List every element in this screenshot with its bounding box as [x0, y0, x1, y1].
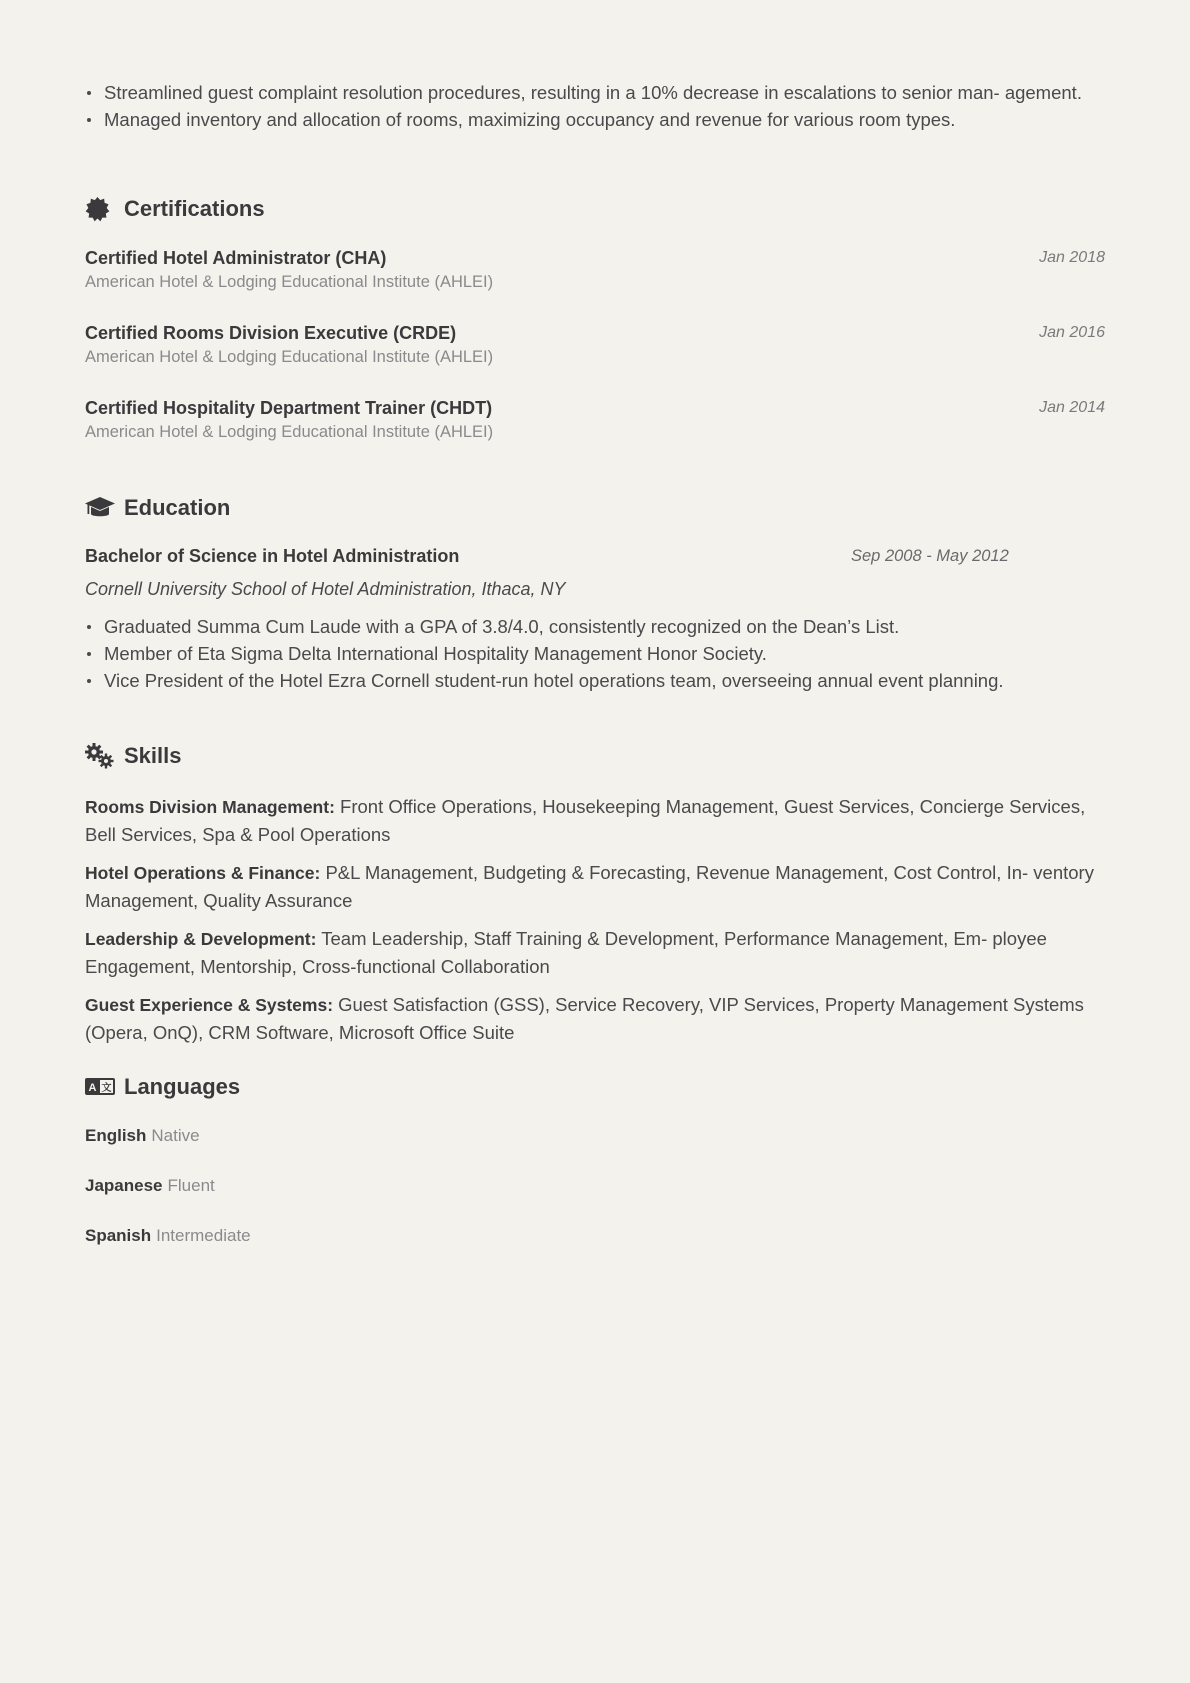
education-bullets — [85, 613, 1105, 694]
language-name: Spanish — [85, 1226, 152, 1245]
education-dates: Sep 2008 - May 2012 — [851, 547, 1009, 565]
list-item: Member of Eta Sigma Delta International Hospitality Management Honor Society. — [85, 640, 1105, 667]
skill-category: Hotel Operations & Finance: — [85, 863, 321, 883]
education-heading — [85, 493, 230, 523]
certification-item — [85, 248, 1105, 292]
certification-issuer: American Hotel & Lodging Educational Institute (AHLEI) — [85, 348, 494, 366]
languages-heading — [85, 1072, 240, 1102]
section-title: Skills — [124, 743, 182, 768]
certification-date: Jan 2018 — [1039, 249, 1105, 266]
certification-item — [85, 398, 1105, 442]
language-item — [85, 1226, 251, 1246]
skill-row — [85, 925, 1105, 980]
education-entry — [85, 546, 1105, 694]
gears-icon — [85, 742, 115, 770]
section-title: Certifications — [124, 196, 265, 221]
language-name: English — [85, 1126, 147, 1145]
skills-list — [85, 793, 1105, 1046]
certification-issuer: American Hotel & Lodging Educational Institute (AHLEI) — [85, 423, 494, 441]
section-title: Languages — [124, 1074, 241, 1099]
skill-category: Guest Experience & Systems: — [85, 995, 334, 1015]
skill-text: Guest Satisfaction (GSS), Service Recovery, VIP Services, Property Management Systems (Opera, OnQ), CRM Software, Microsoft Office Suite — [85, 994, 1084, 1043]
language-name: Japanese — [85, 1176, 163, 1195]
svg-text:A: A — [88, 1082, 97, 1094]
school-name: Cornell University School of Hotel Administration, Ithaca, NY — [85, 579, 566, 599]
language-level: Fluent — [167, 1176, 215, 1195]
skill-text: P&L Management, Budgeting & Forecasting, Revenue Management, Cost Control, In- ventory Management, Quality Assurance — [85, 862, 1094, 911]
experience-bullets — [85, 79, 1105, 133]
certification-date: Jan 2016 — [1039, 324, 1105, 341]
skill-text: Front Office Operations, Housekeeping Management, Guest Services, Concierge Services, Bell Services, Spa & Pool Operations — [85, 796, 1086, 845]
skill-row — [85, 859, 1105, 914]
skills-heading — [85, 741, 181, 771]
certification-item — [85, 323, 1105, 367]
skill-row — [85, 991, 1105, 1046]
language-level: Native — [151, 1126, 200, 1145]
certification-date: Jan 2014 — [1039, 399, 1105, 416]
certification-name: Certified Hotel Administrator (CHA) — [85, 248, 387, 268]
skill-category: Leadership & Development: — [85, 929, 317, 949]
skill-category: Rooms Division Management: — [85, 797, 335, 817]
list-item: Graduated Summa Cum Laude with a GPA of 3.8/4.0, consistently recognized on the Dean’s List. — [85, 613, 1105, 640]
list-item: Managed inventory and allocation of rooms, maximizing occupancy and revenue for various room types. — [85, 106, 1105, 133]
list-item: Vice President of the Hotel Ezra Cornell student-run hotel operations team, overseeing annual event planning. — [85, 667, 1105, 694]
certification-name: Certified Hospitality Department Trainer (CHDT) — [85, 398, 493, 418]
section-title: Education — [124, 495, 231, 520]
svg-text:文: 文 — [101, 1083, 112, 1094]
language-icon — [85, 1073, 115, 1101]
certification-issuer: American Hotel & Lodging Educational Institute (AHLEI) — [85, 273, 494, 291]
skill-row — [85, 793, 1105, 848]
certification-name: Certified Rooms Division Executive (CRDE) — [85, 323, 457, 343]
language-item — [85, 1176, 215, 1196]
degree-title: Bachelor of Science in Hotel Administration — [85, 546, 460, 566]
list-item: Streamlined guest complaint resolution procedures, resulting in a 10% decrease in escalations to senior man- agement. — [85, 79, 1105, 106]
graduation-cap-icon — [85, 494, 115, 522]
badge-icon — [85, 195, 115, 223]
certifications-heading — [85, 194, 265, 224]
language-level: Intermediate — [156, 1226, 251, 1245]
skill-text: Team Leadership, Staff Training & Development, Performance Management, Em- ployee Engagement, Mentorship, Cross-functional Collaboration — [85, 928, 1047, 977]
language-item — [85, 1126, 200, 1146]
